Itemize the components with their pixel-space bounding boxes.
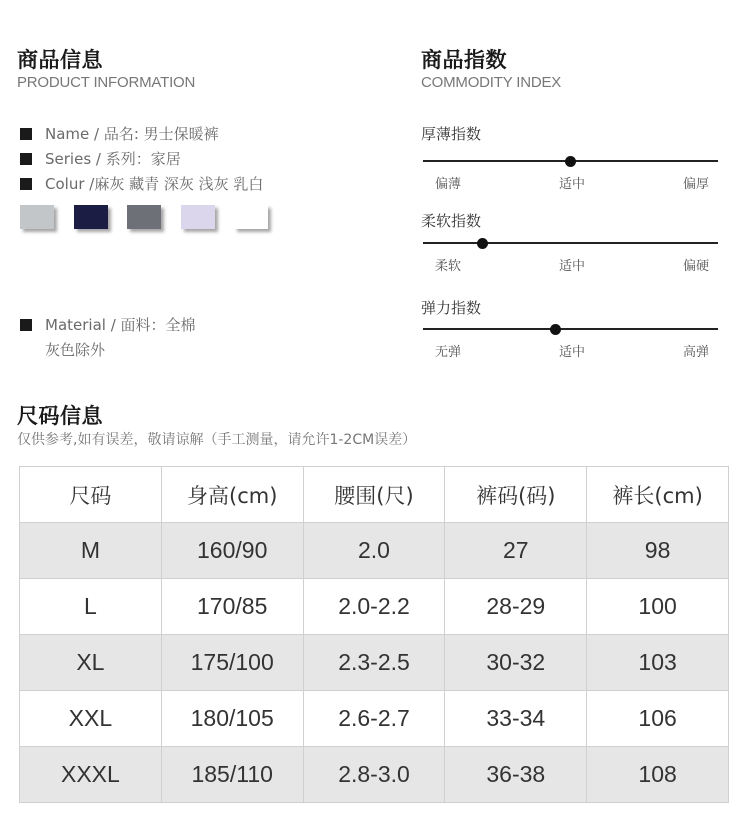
- softness-index-mid-label: 适中: [559, 259, 586, 274]
- table-row: [20, 747, 729, 803]
- color-swatch-qianhui: [181, 205, 215, 229]
- elasticity-index-title: 弹力指数: [421, 299, 482, 317]
- color-swatch-rubai: [234, 205, 268, 229]
- commodity-index-title: 商品指数: [421, 48, 507, 72]
- cell-length: 108: [587, 747, 729, 803]
- cell-height: 175/100: [161, 635, 303, 691]
- elasticity-index-left-label: 无弹: [435, 345, 462, 360]
- table-row: [20, 635, 729, 691]
- elasticity-index-scale: [423, 328, 718, 330]
- header-pants-size: 裤码(码): [445, 467, 587, 523]
- cell-pants-size: 27: [445, 523, 587, 579]
- bullet-square-icon: [20, 319, 32, 331]
- cell-waist: 2.3-2.5: [303, 635, 445, 691]
- commodity-index-subtitle: COMMODITY INDEX: [421, 74, 562, 91]
- elasticity-index-mid-label: 适中: [559, 345, 586, 360]
- attr-name: [20, 123, 219, 144]
- softness-index-left-label: 柔软: [435, 259, 462, 274]
- size-table: [19, 466, 729, 803]
- header-length: 裤长(cm): [587, 467, 729, 523]
- table-row: [20, 579, 729, 635]
- cell-length: 103: [587, 635, 729, 691]
- cell-waist: 2.0-2.2: [303, 579, 445, 635]
- cell-pants-size: 36-38: [445, 747, 587, 803]
- softness-index-marker: [477, 238, 488, 249]
- cell-pants-size: 28-29: [445, 579, 587, 635]
- softness-index-right-label: 偏硬: [683, 259, 710, 274]
- attr-series: [20, 148, 181, 169]
- cell-height: 185/110: [161, 747, 303, 803]
- cell-length: 106: [587, 691, 729, 747]
- color-swatch-zangqing: [74, 205, 108, 229]
- attr-material: [20, 314, 196, 335]
- thickness-index-mid-label: 适中: [559, 177, 586, 192]
- elasticity-index-right-label: 高弹: [683, 345, 710, 360]
- cell-height: 180/105: [161, 691, 303, 747]
- header-waist: 腰围(尺): [303, 467, 445, 523]
- table-row: [20, 523, 729, 579]
- cell-size: L: [20, 579, 162, 635]
- cell-height: 170/85: [161, 579, 303, 635]
- cell-size: M: [20, 523, 162, 579]
- thickness-index-title: 厚薄指数: [421, 125, 482, 143]
- table-row: [20, 691, 729, 747]
- cell-size: XL: [20, 635, 162, 691]
- product-info-title: 商品信息: [17, 48, 103, 72]
- softness-index-scale: [423, 242, 718, 244]
- attr-material-text: Material / 面料：全棉: [45, 316, 196, 334]
- attr-name-text: Name / 品名: 男士保暖裤: [45, 125, 219, 143]
- bullet-square-icon: [20, 178, 32, 190]
- color-swatch-shenhui: [127, 205, 161, 229]
- color-swatch-mahui: [20, 205, 54, 229]
- cell-size: XXL: [20, 691, 162, 747]
- cell-pants-size: 30-32: [445, 635, 587, 691]
- thickness-index-marker: [565, 156, 576, 167]
- cell-height: 160/90: [161, 523, 303, 579]
- attr-colour-text: Colur /麻灰 藏青 深灰 浅灰 乳白: [45, 175, 264, 193]
- cell-waist: 2.6-2.7: [303, 691, 445, 747]
- cell-pants-size: 33-34: [445, 691, 587, 747]
- thickness-index-left-label: 偏薄: [435, 177, 462, 192]
- size-info-note: 仅供参考,如有误差，敬请谅解（手工测量，请允许1-2CM误差）: [17, 432, 417, 448]
- product-info-subtitle: PRODUCT INFORMATION: [17, 74, 196, 91]
- softness-index-title: 柔软指数: [421, 212, 482, 230]
- cell-waist: 2.0: [303, 523, 445, 579]
- header-height: 身高(cm): [161, 467, 303, 523]
- bullet-square-icon: [20, 128, 32, 140]
- elasticity-index-marker: [550, 324, 561, 335]
- bullet-square-icon: [20, 153, 32, 165]
- size-info-title: 尺码信息: [17, 404, 103, 428]
- size-table-header-row: [20, 467, 729, 523]
- attr-colour: [20, 173, 263, 194]
- attr-series-text: Series / 系列：家居: [45, 150, 181, 168]
- thickness-index-right-label: 偏厚: [683, 177, 710, 192]
- cell-length: 98: [587, 523, 729, 579]
- cell-length: 100: [587, 579, 729, 635]
- header-size: 尺码: [20, 467, 162, 523]
- cell-waist: 2.8-3.0: [303, 747, 445, 803]
- cell-size: XXXL: [20, 747, 162, 803]
- attr-material-note: 灰色除外: [45, 341, 106, 359]
